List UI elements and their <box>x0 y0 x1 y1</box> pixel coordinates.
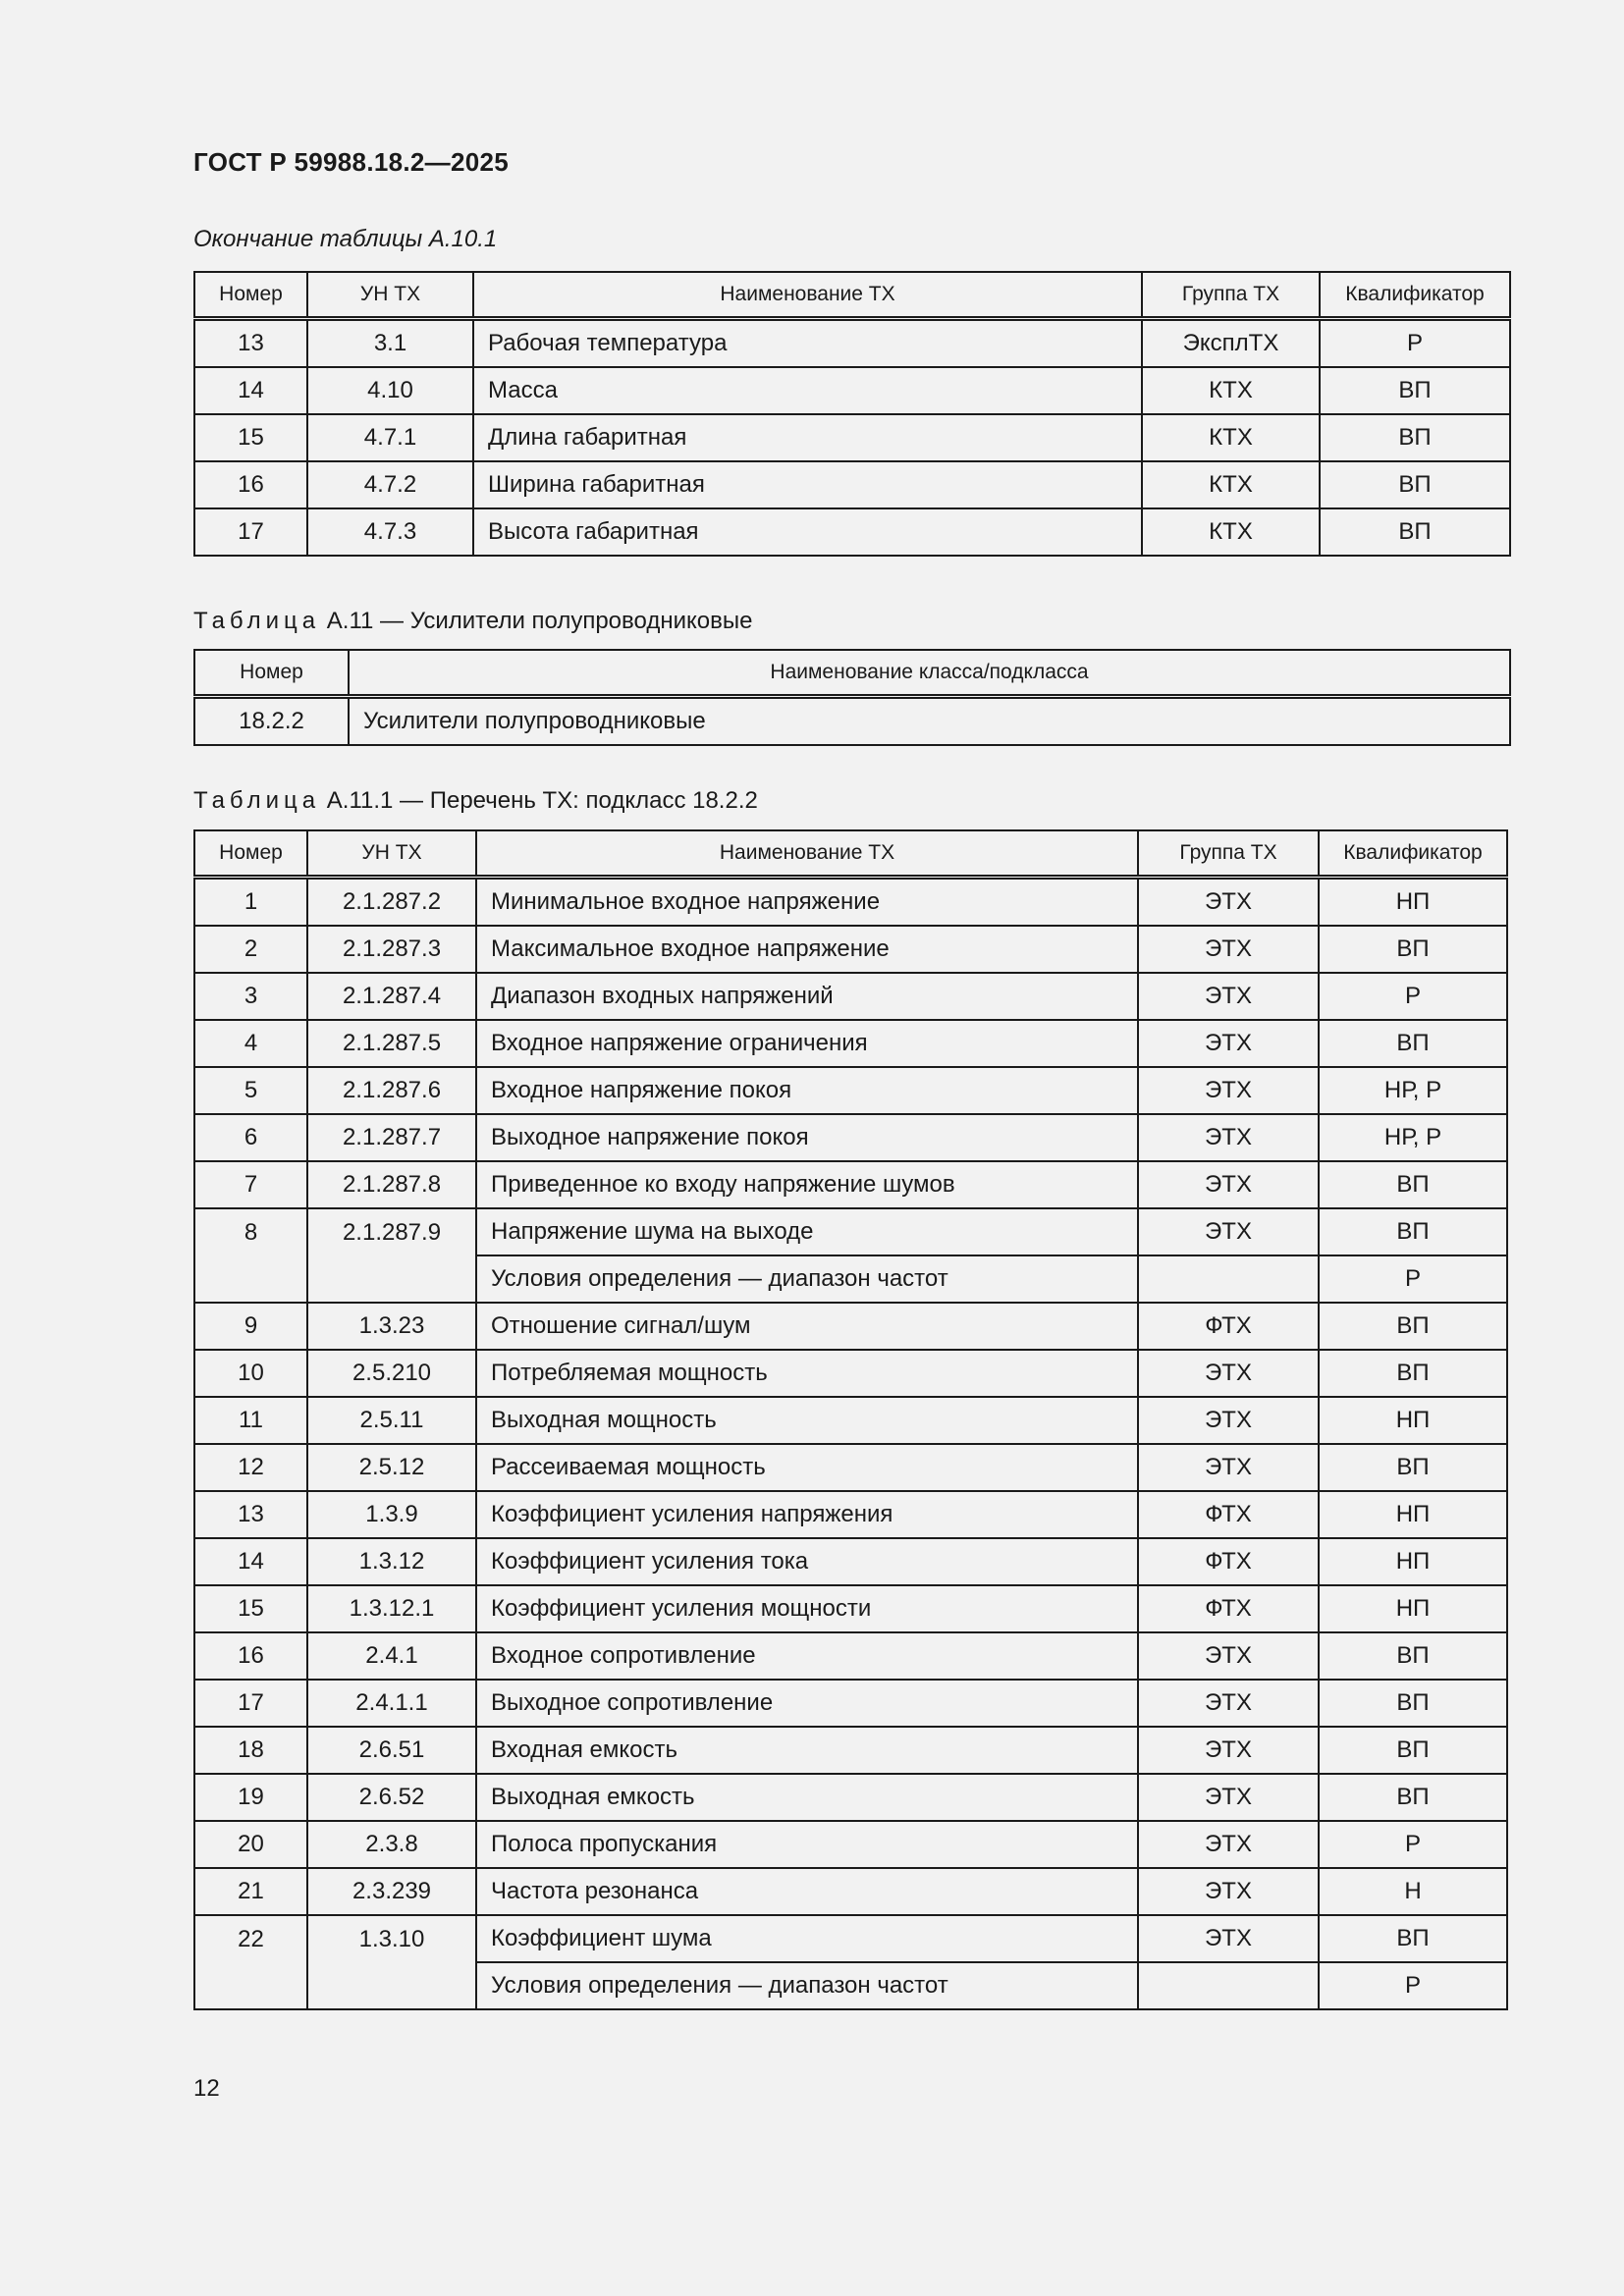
table3-cell-qualifier: ВП <box>1319 926 1507 973</box>
table1-cell-name: Масса <box>473 367 1142 414</box>
table-row <box>194 1161 1507 1208</box>
table3-cell-name: Коэффициент усиления тока <box>476 1538 1138 1585</box>
table3-cell-qualifier: НР, Р <box>1319 1114 1507 1161</box>
table3-cell-number: 14 <box>194 1538 307 1585</box>
table3-cell-code: 2.3.239 <box>307 1868 476 1915</box>
table3-cell-number: 15 <box>194 1585 307 1632</box>
table-row <box>194 319 1510 368</box>
table3-cell-number: 16 <box>194 1632 307 1680</box>
table3-cell-number: 20 <box>194 1821 307 1868</box>
table-row <box>194 1727 1507 1774</box>
table3-cell-code: 1.3.23 <box>307 1303 476 1350</box>
table3-cell-qualifier: НП <box>1319 878 1507 927</box>
table-row <box>194 1491 1507 1538</box>
table-row <box>194 1444 1507 1491</box>
table3-cell-name: Отношение сигнал/шум <box>476 1303 1138 1350</box>
table3-cell-name: Входная емкость <box>476 1727 1138 1774</box>
table3-cell-group: ЭТХ <box>1138 1774 1319 1821</box>
table1-cell-qualifier: ВП <box>1320 461 1510 508</box>
table3-cell-qualifier: Р <box>1319 1821 1507 1868</box>
page-number: 12 <box>193 2075 220 2102</box>
table3-cell-group: ЭТХ <box>1138 1727 1319 1774</box>
table3-caption-text: А.11.1 — Перечень ТХ: подкласс 18.2.2 <box>326 787 758 814</box>
table3-cell-qualifier: ВП <box>1319 1350 1507 1397</box>
table3-cell-number: 9 <box>194 1303 307 1350</box>
table3-header-qualifier: Квалификатор <box>1319 830 1507 878</box>
table3-cell-group <box>1138 1255 1319 1303</box>
table3-cell-code: 2.1.287.7 <box>307 1114 476 1161</box>
table-row <box>194 1915 1507 1962</box>
table3-cell-number: 1 <box>194 878 307 927</box>
table1-cell-name: Рабочая температура <box>473 319 1142 368</box>
table3-cell-group: ЭТХ <box>1138 1350 1319 1397</box>
table3-cell-group: ЭТХ <box>1138 1680 1319 1727</box>
table3-cell-name: Выходная мощность <box>476 1397 1138 1444</box>
table3-cell-qualifier: Р <box>1319 973 1507 1020</box>
table3-header-code: УН ТХ <box>307 830 476 878</box>
table2-caption-word: Таблица <box>193 608 321 634</box>
table-row <box>194 1020 1507 1067</box>
table1 <box>193 271 1511 557</box>
table3-cell-code: 2.1.287.2 <box>307 878 476 927</box>
table3-cell-group: ЭТХ <box>1138 926 1319 973</box>
table3-cell-name: Максимальное входное напряжение <box>476 926 1138 973</box>
table3-cell-name: Коэффициент шума <box>476 1915 1138 1962</box>
table3-cell-code: 2.1.287.9 <box>307 1208 476 1303</box>
table3-cell-group: ЭТХ <box>1138 1821 1319 1868</box>
table2 <box>193 649 1511 746</box>
table2-header-number: Номер <box>194 650 349 697</box>
table1-cell-number: 17 <box>194 508 307 556</box>
table3-cell-number: 12 <box>194 1444 307 1491</box>
table1-header-number: Номер <box>194 272 307 319</box>
table3-cell-qualifier: НП <box>1319 1585 1507 1632</box>
table3-cell-qualifier: Н <box>1319 1868 1507 1915</box>
table-row <box>194 973 1507 1020</box>
table3-cell-name: Приведенное ко входу напряжение шумов <box>476 1161 1138 1208</box>
table1-cell-group: КТХ <box>1142 414 1320 461</box>
table3-header-name: Наименование ТХ <box>476 830 1138 878</box>
table1-cell-code: 4.7.1 <box>307 414 473 461</box>
table3-cell-qualifier: ВП <box>1319 1632 1507 1680</box>
table3-cell-code: 2.1.287.8 <box>307 1161 476 1208</box>
table3-cell-name: Выходная емкость <box>476 1774 1138 1821</box>
table3-cell-number: 19 <box>194 1774 307 1821</box>
table-row <box>194 414 1510 461</box>
table1-cell-code: 4.10 <box>307 367 473 414</box>
table-row <box>194 1868 1507 1915</box>
table2-header-name: Наименование класса/подкласса <box>349 650 1510 697</box>
table-row <box>194 367 1510 414</box>
table3-cell-code: 2.1.287.5 <box>307 1020 476 1067</box>
table3-cell-group: ЭТХ <box>1138 1161 1319 1208</box>
table3-cell-number: 3 <box>194 973 307 1020</box>
table3-cell-code: 1.3.12.1 <box>307 1585 476 1632</box>
table3-cell-code: 2.6.51 <box>307 1727 476 1774</box>
table3-cell-name: Напряжение шума на выходе <box>476 1208 1138 1255</box>
table-row <box>194 508 1510 556</box>
table3-cell-name: Входное напряжение ограничения <box>476 1020 1138 1067</box>
table3-cell-qualifier: ВП <box>1319 1020 1507 1067</box>
table3-cell-number: 13 <box>194 1491 307 1538</box>
table-row <box>194 1585 1507 1632</box>
table3-cell-qualifier: НП <box>1319 1491 1507 1538</box>
table1-header-name: Наименование ТХ <box>473 272 1142 319</box>
table3-cell-name: Выходное сопротивление <box>476 1680 1138 1727</box>
table3-cell-code: 2.1.287.3 <box>307 926 476 973</box>
table3-cell-group: ЭТХ <box>1138 1397 1319 1444</box>
table3-cell-code: 2.5.12 <box>307 1444 476 1491</box>
table3-cell-number: 8 <box>194 1208 307 1303</box>
table3-cell-qualifier: НР, Р <box>1319 1067 1507 1114</box>
table3-cell-code: 2.4.1 <box>307 1632 476 1680</box>
table1-cell-qualifier: ВП <box>1320 508 1510 556</box>
table2-cell-name: Усилители полупроводниковые <box>349 697 1510 746</box>
table3-cell-number: 7 <box>194 1161 307 1208</box>
table3-cell-number: 17 <box>194 1680 307 1727</box>
table3-caption <box>193 787 758 815</box>
table3-caption-word: Таблица <box>193 787 321 814</box>
table3-cell-group: ЭТХ <box>1138 878 1319 927</box>
table3-cell-group: ФТХ <box>1138 1538 1319 1585</box>
table3-cell-group: ФТХ <box>1138 1303 1319 1350</box>
table3-cell-number: 5 <box>194 1067 307 1114</box>
table2-header-row <box>194 650 1510 697</box>
table3-cell-name: Входное напряжение покоя <box>476 1067 1138 1114</box>
table-row <box>194 461 1510 508</box>
table2-caption <box>193 608 752 635</box>
table3-cell-number: 18 <box>194 1727 307 1774</box>
table3-cell-qualifier: ВП <box>1319 1680 1507 1727</box>
table3-cell-group: ЭТХ <box>1138 1208 1319 1255</box>
table3-cell-name: Коэффициент усиления напряжения <box>476 1491 1138 1538</box>
table-row <box>194 878 1507 927</box>
table3-header-group: Группа ТХ <box>1138 830 1319 878</box>
table1-cell-code: 4.7.3 <box>307 508 473 556</box>
table3-cell-qualifier: ВП <box>1319 1774 1507 1821</box>
table-row <box>194 1680 1507 1727</box>
table-row <box>194 1067 1507 1114</box>
table1-header-group: Группа ТХ <box>1142 272 1320 319</box>
table3-cell-group: ФТХ <box>1138 1585 1319 1632</box>
table1-cell-name: Ширина габаритная <box>473 461 1142 508</box>
table-row <box>194 1632 1507 1680</box>
table3-cell-qualifier: Р <box>1319 1962 1507 2009</box>
table3-cell-code: 2.6.52 <box>307 1774 476 1821</box>
table3-cell-code: 2.4.1.1 <box>307 1680 476 1727</box>
table3-cell-name: Условия определения — диапазон частот <box>476 1962 1138 2009</box>
table2-cell-number: 18.2.2 <box>194 697 349 746</box>
table-row <box>194 1208 1507 1255</box>
table3-cell-group: ЭТХ <box>1138 1114 1319 1161</box>
table1-cell-number: 16 <box>194 461 307 508</box>
table3-cell-name: Входное сопротивление <box>476 1632 1138 1680</box>
table3-cell-name: Полоса пропускания <box>476 1821 1138 1868</box>
table-row <box>194 926 1507 973</box>
table3-cell-group <box>1138 1962 1319 2009</box>
document-header: ГОСТ Р 59988.18.2—2025 <box>193 147 509 177</box>
table1-cell-name: Длина габаритная <box>473 414 1142 461</box>
table3-cell-qualifier: Р <box>1319 1255 1507 1303</box>
table3 <box>193 829 1508 2010</box>
table1-header-qualifier: Квалификатор <box>1320 272 1510 319</box>
table1-header-row <box>194 272 1510 319</box>
table3-header-row <box>194 830 1507 878</box>
table1-cell-code: 3.1 <box>307 319 473 368</box>
table3-cell-number: 6 <box>194 1114 307 1161</box>
table3-cell-group: ЭТХ <box>1138 1632 1319 1680</box>
table1-cell-qualifier: Р <box>1320 319 1510 368</box>
table3-cell-code: 2.1.287.4 <box>307 973 476 1020</box>
table1-cell-qualifier: ВП <box>1320 367 1510 414</box>
table3-cell-code: 2.1.287.6 <box>307 1067 476 1114</box>
table-row <box>194 1538 1507 1585</box>
table3-cell-number: 11 <box>194 1397 307 1444</box>
table3-cell-name: Коэффициент усиления мощности <box>476 1585 1138 1632</box>
table1-caption: Окончание таблицы А.10.1 <box>193 226 498 252</box>
table3-cell-qualifier: ВП <box>1319 1303 1507 1350</box>
table3-cell-number: 21 <box>194 1868 307 1915</box>
table3-header-number: Номер <box>194 830 307 878</box>
table3-cell-number: 2 <box>194 926 307 973</box>
table-row <box>194 1397 1507 1444</box>
table2-caption-text: А.11 — Усилители полупроводниковые <box>326 608 753 634</box>
table3-cell-code: 1.3.9 <box>307 1491 476 1538</box>
table1-cell-qualifier: ВП <box>1320 414 1510 461</box>
table3-cell-group: ЭТХ <box>1138 1915 1319 1962</box>
table3-cell-name: Выходное напряжение покоя <box>476 1114 1138 1161</box>
table3-cell-name: Частота резонанса <box>476 1868 1138 1915</box>
table3-cell-qualifier: НП <box>1319 1538 1507 1585</box>
table3-cell-number: 4 <box>194 1020 307 1067</box>
table-row <box>194 1114 1507 1161</box>
table-row <box>194 1774 1507 1821</box>
table3-cell-number: 10 <box>194 1350 307 1397</box>
table1-cell-group: КТХ <box>1142 367 1320 414</box>
table3-cell-number: 22 <box>194 1915 307 2009</box>
table3-cell-qualifier: ВП <box>1319 1727 1507 1774</box>
table1-cell-group: КТХ <box>1142 461 1320 508</box>
table3-cell-group: ФТХ <box>1138 1491 1319 1538</box>
table3-cell-qualifier: НП <box>1319 1397 1507 1444</box>
table3-cell-group: ЭТХ <box>1138 1868 1319 1915</box>
table-row <box>194 1350 1507 1397</box>
table-row <box>194 1821 1507 1868</box>
table3-cell-group: ЭТХ <box>1138 1444 1319 1491</box>
table-row <box>194 1303 1507 1350</box>
table3-cell-code: 1.3.12 <box>307 1538 476 1585</box>
table1-cell-group: ЭксплТХ <box>1142 319 1320 368</box>
table1-cell-number: 14 <box>194 367 307 414</box>
table3-cell-group: ЭТХ <box>1138 973 1319 1020</box>
table1-cell-number: 15 <box>194 414 307 461</box>
table-row <box>194 697 1510 746</box>
table3-cell-qualifier: ВП <box>1319 1444 1507 1491</box>
table3-cell-group: ЭТХ <box>1138 1020 1319 1067</box>
table3-cell-qualifier: ВП <box>1319 1161 1507 1208</box>
table3-cell-code: 1.3.10 <box>307 1915 476 2009</box>
table1-header-code: УН ТХ <box>307 272 473 319</box>
table3-cell-name: Минимальное входное напряжение <box>476 878 1138 927</box>
table3-cell-group: ЭТХ <box>1138 1067 1319 1114</box>
table3-cell-qualifier: ВП <box>1319 1208 1507 1255</box>
table3-cell-name: Потребляемая мощность <box>476 1350 1138 1397</box>
table3-cell-qualifier: ВП <box>1319 1915 1507 1962</box>
table3-cell-name: Диапазон входных напряжений <box>476 973 1138 1020</box>
table3-cell-name: Условия определения — диапазон частот <box>476 1255 1138 1303</box>
table3-cell-code: 2.3.8 <box>307 1821 476 1868</box>
table1-cell-code: 4.7.2 <box>307 461 473 508</box>
table3-cell-name: Рассеиваемая мощность <box>476 1444 1138 1491</box>
table1-cell-group: КТХ <box>1142 508 1320 556</box>
table1-cell-name: Высота габаритная <box>473 508 1142 556</box>
table1-cell-number: 13 <box>194 319 307 368</box>
table3-cell-code: 2.5.11 <box>307 1397 476 1444</box>
table3-cell-code: 2.5.210 <box>307 1350 476 1397</box>
